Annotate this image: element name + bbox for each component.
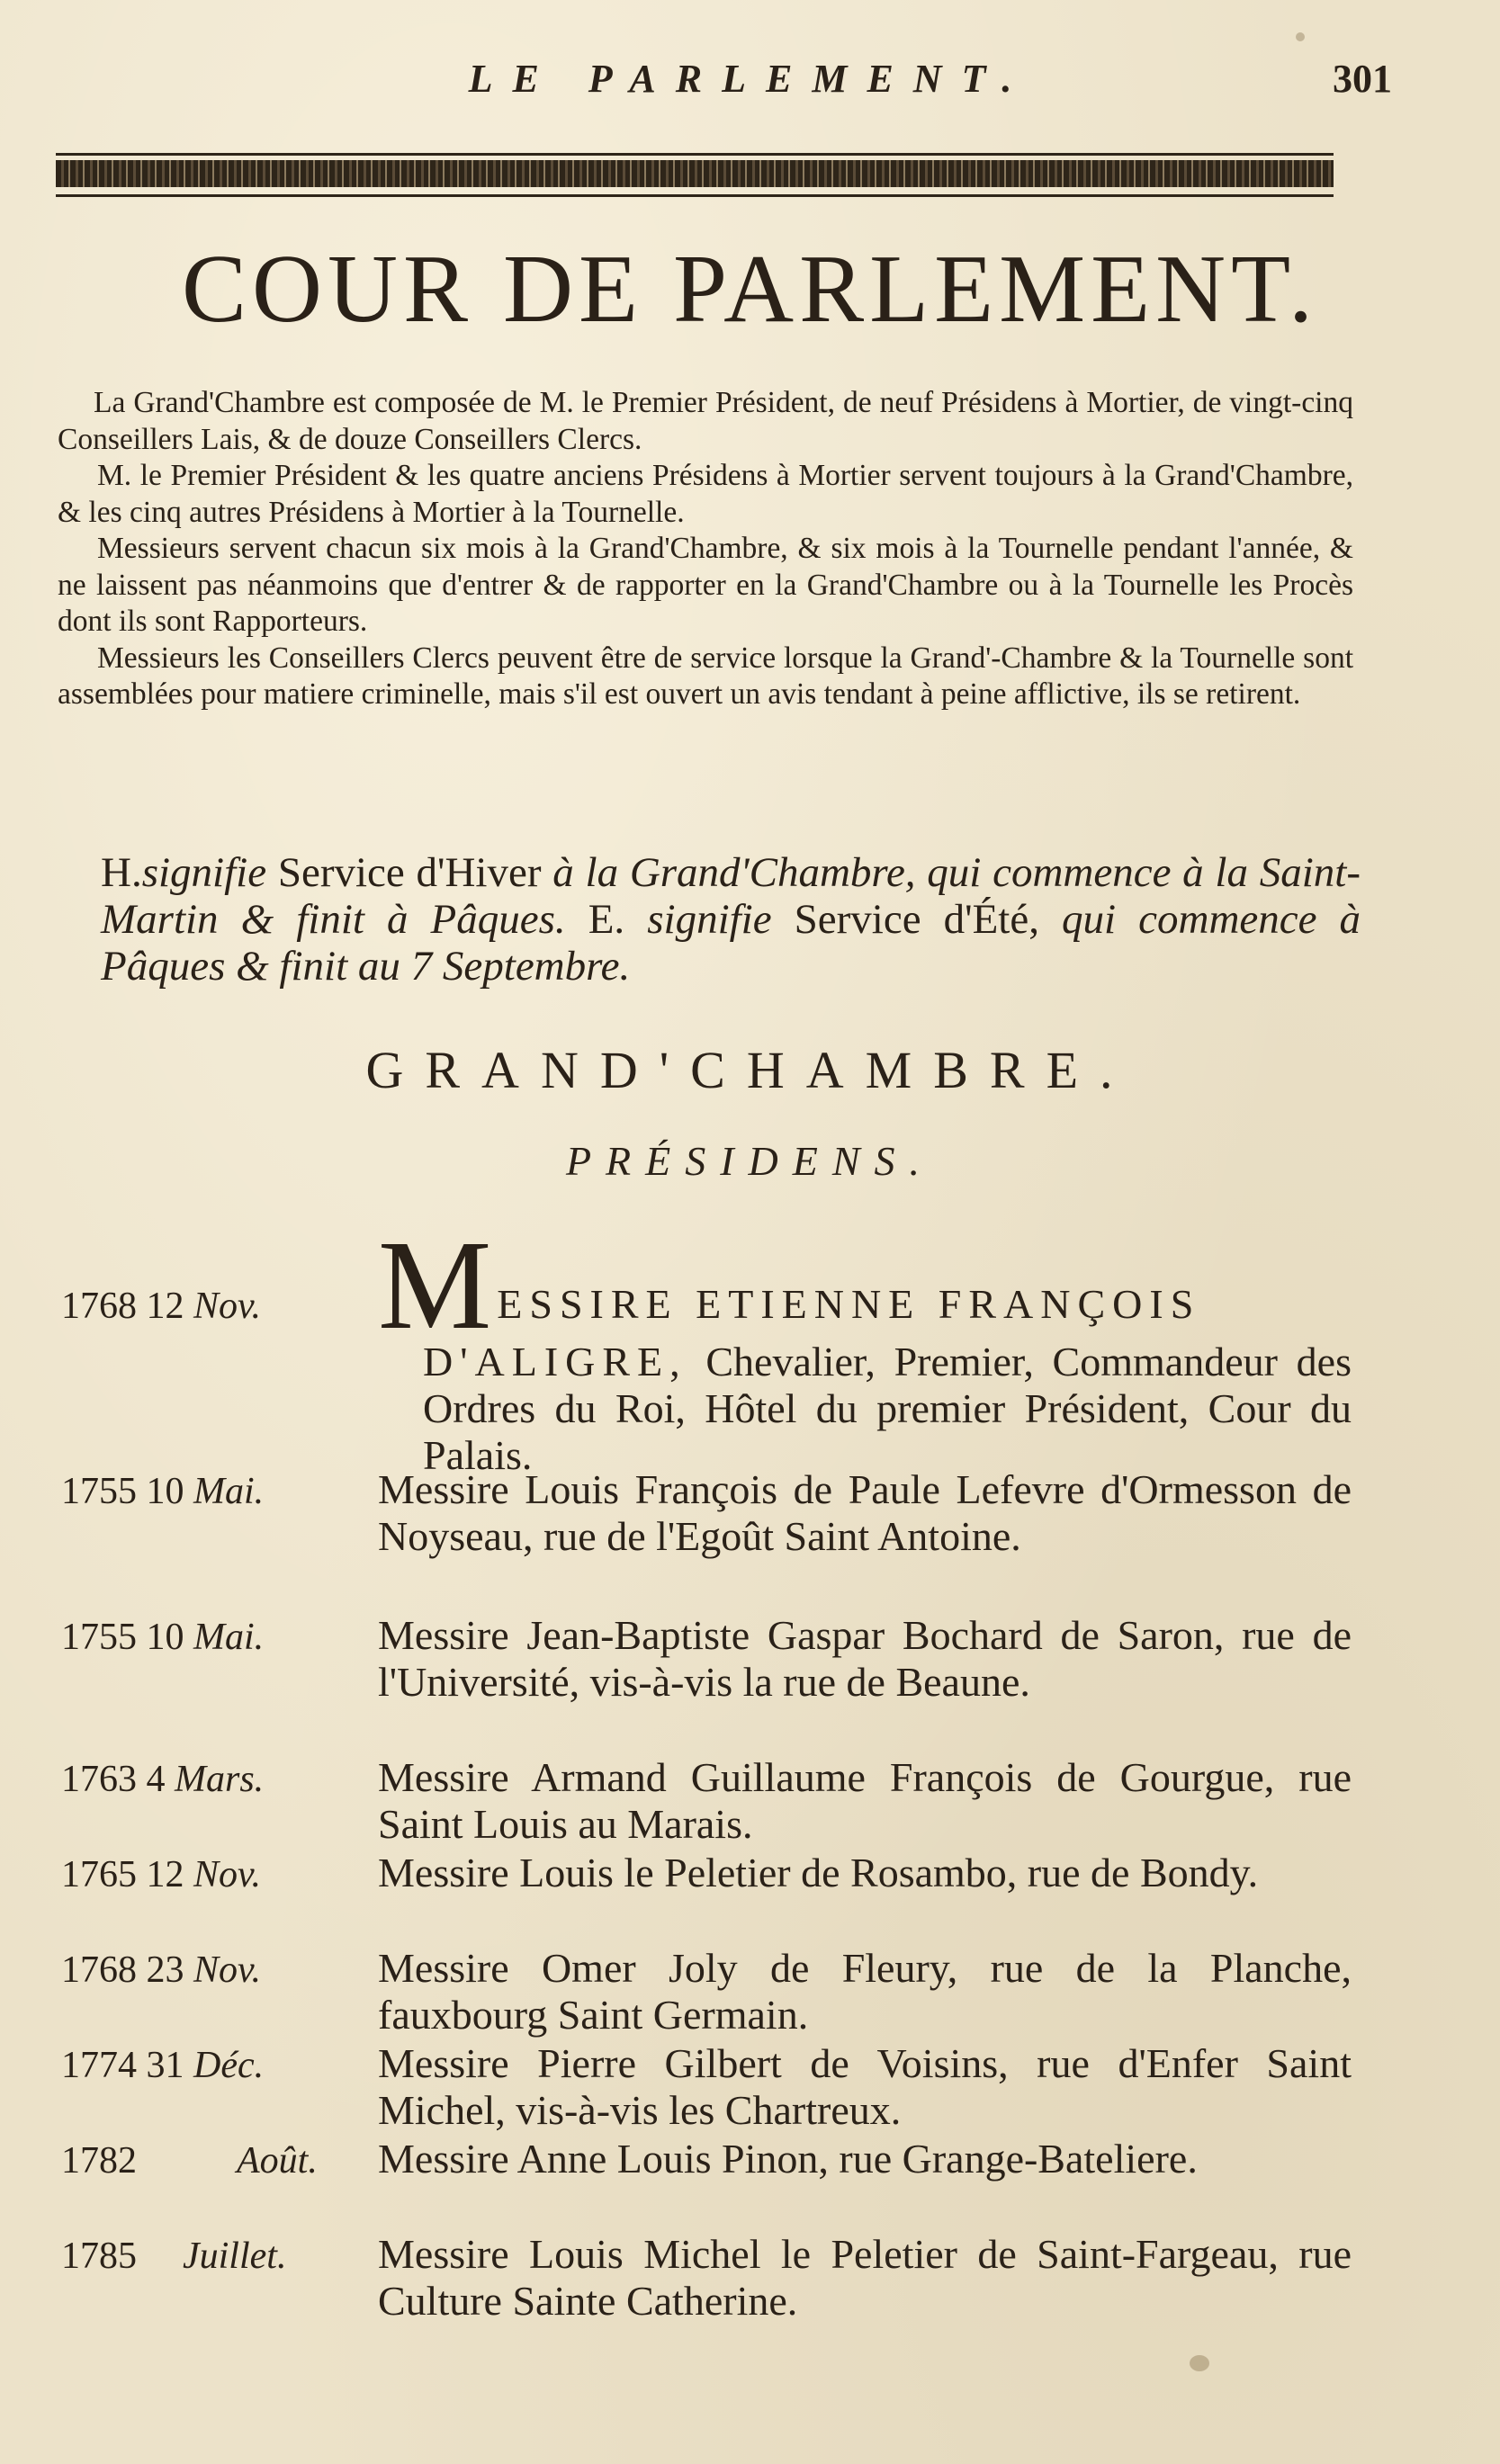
entry-date [61, 1285, 261, 1328]
entry-month: Mai. [193, 1617, 265, 1658]
key-e-signifie: signifie [647, 896, 772, 943]
header-rule-bottom [56, 194, 1334, 197]
entry-day: 10 [146, 1617, 184, 1658]
entry-date [61, 1949, 261, 1992]
entry-text: Messire Armand Guillaume François de Gourgue, rue Saint Louis au Marais. [378, 1754, 1352, 1847]
entry-month: Nov. [193, 1949, 262, 1991]
intro-paragraph: La Grand'Chambre est composée de M. le Premier Président, de neuf Présidens à Mortier, de vingt-cinq Conseillers Lais, & de douze Conseillers Clercs. [58, 386, 1353, 456]
subsection-title: PRÉSIDENS. [565, 1138, 935, 1184]
entry-date [61, 2139, 318, 2182]
entry-month: Août. [237, 2140, 318, 2182]
main-title: COUR DE PARLEMENT. [181, 236, 1319, 343]
key-e-detail: qui commence à Pâques & finit au 7 Septembre. [101, 896, 1361, 990]
entry-rest: Chevalier, Premier, Commandeur des Ordres du Roi, Hôtel du premier Président, Cour du Palais. [423, 1339, 1352, 1478]
entry-date [61, 1758, 264, 1801]
entry-month: Mars. [175, 1759, 265, 1800]
entry-year: 1774 [61, 2045, 137, 2086]
entry-name-caps: ESSIRE ETIENNE FRANÇOIS [497, 1281, 1201, 1327]
ink-blot [1190, 2355, 1209, 2371]
entry-day: 12 [146, 1854, 184, 1895]
intro-paragraph: Messieurs les Conseillers Clercs peuvent être de service lorsque la Grand'-Chambre & la Tournelle sont assemblées pour matiere criminelle, mais s'il est ouvert un avis tendant à peine afflictive, ils se retirent. [58, 641, 1353, 711]
entry-date [61, 1853, 261, 1896]
key-e-service: Service d'Été, [794, 896, 1039, 943]
entry-month: Mai. [193, 1471, 265, 1512]
entry-month: Déc. [193, 2045, 265, 2086]
intro-paragraph: Messieurs servent chacun six mois à la Grand'Chambre, & six mois à la Tournelle pendant l'année, & ne laissent pas néanmoins que d'entrer & de rapporter en la Grand'Chambre ou à la Tournelle les Procès dont ils sont Rapporteurs. [58, 532, 1353, 638]
entry-text: Messire Omer Joly de Fleury, rue de la Planche, fauxbourg Saint Germain. [378, 1945, 1352, 2038]
key-h-letter: H. [101, 849, 142, 896]
entry-year: 1755 [61, 1617, 137, 1658]
running-title: LE PARLEMENT. [468, 57, 1032, 101]
drop-cap: M [378, 1214, 492, 1356]
entry-text: Messire Jean-Baptiste Gaspar Bochard de Saron, rue de l'Université, vis-à-vis la rue de Beaune. [378, 1612, 1352, 1705]
entry-year: 1785 [61, 2236, 137, 2277]
entry-day: 31 [146, 2045, 184, 2086]
ornamental-rule [56, 160, 1334, 187]
entry-text: Messire Louis François de Paule Lefevre d'Ormesson de Noyseau, rue de l'Egoût Saint Antoine. [378, 1466, 1352, 1559]
entry-month: Nov. [193, 1854, 262, 1895]
entry-date [61, 1470, 264, 1513]
entry-text: Messire Pierre Gilbert de Voisins, rue d'Enfer Saint Michel, vis-à-vis les Chartreux. [378, 2040, 1352, 2133]
key-h-signifie: signifie [141, 849, 267, 896]
entry-month: Juillet. [183, 2236, 287, 2277]
intro-paragraph: M. le Premier Président & les quatre anciens Présidens à Mortier servent toujours à la Grand'Chambre, & les cinq autres Présidens à Mortier à la Tournelle. [58, 459, 1353, 529]
entry-text: Messire Louis Michel le Peletier de Saint-Fargeau, rue Culture Sainte Catherine. [378, 2231, 1352, 2324]
entry-name-caps-2: D'ALIGRE, [423, 1339, 687, 1384]
intro-text [58, 385, 1353, 713]
entry-text: Messire Louis le Peletier de Rosambo, rue de Bondy. [378, 1850, 1259, 1895]
entry-month: Nov. [193, 1286, 262, 1327]
entry-day: 12 [146, 1286, 184, 1327]
entry-day: 23 [146, 1949, 184, 1991]
ink-speck [1296, 32, 1305, 41]
entry-year: 1755 [61, 1471, 137, 1512]
entry-day: 10 [146, 1471, 184, 1512]
key-h-service: Service d'Hiver [277, 849, 542, 896]
entry-year: 1782 [61, 2140, 137, 2182]
section-title: GRAND'CHAMBRE. [365, 1041, 1135, 1099]
entry-date [61, 2235, 286, 2278]
service-key [101, 849, 1361, 990]
entry-year: 1768 [61, 1949, 137, 1991]
entry-year: 1763 [61, 1759, 137, 1800]
header-rule-top [56, 153, 1334, 156]
entry-date [61, 2044, 264, 2087]
key-h-detail: à la Grand'Chambre, qui commence à la Saint-Martin & finit à Pâques. [101, 849, 1361, 943]
entry-text: Messire Anne Louis Pinon, rue Grange-Bateliere. [378, 2136, 1198, 2182]
entry-day: 4 [146, 1759, 166, 1800]
entry-text [378, 1214, 1352, 1479]
entry-date [61, 1616, 264, 1659]
page-number: 301 [1333, 57, 1392, 101]
key-e-letter: E. [588, 896, 625, 943]
entry-year: 1768 [61, 1286, 137, 1327]
entry-year: 1765 [61, 1854, 137, 1895]
